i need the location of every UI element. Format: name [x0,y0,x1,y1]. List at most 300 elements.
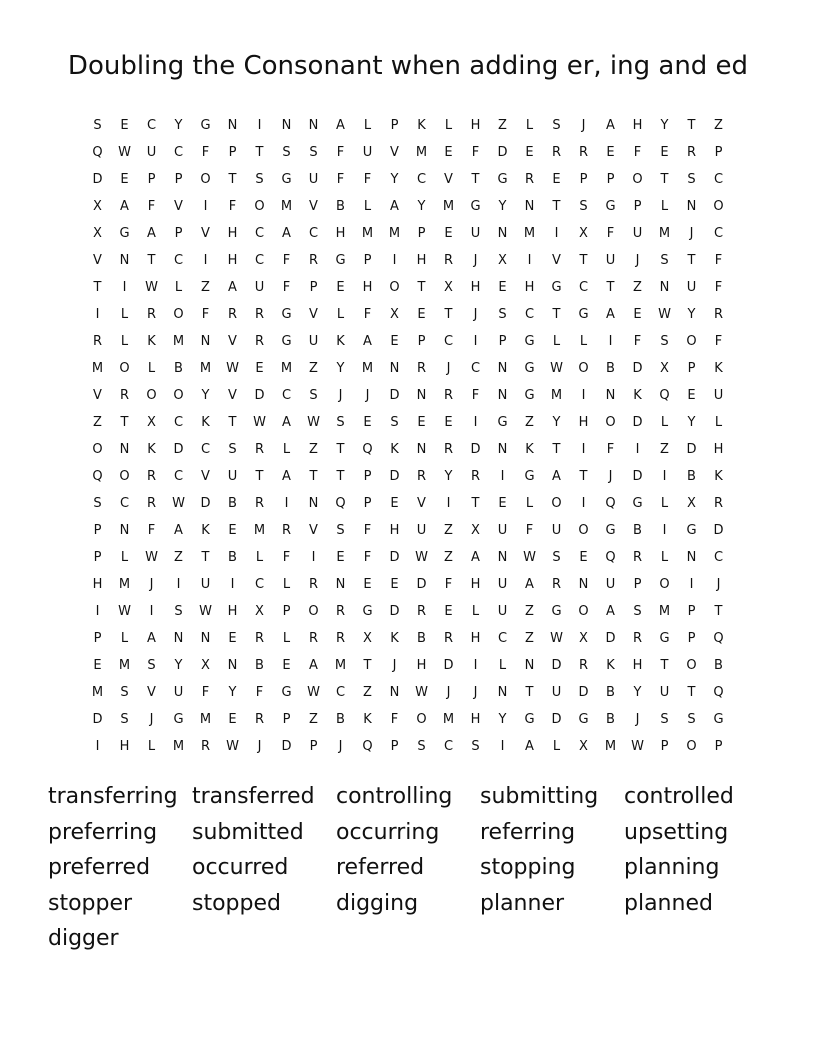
grid-letter: B [174,361,183,376]
grid-letter: Z [93,415,102,430]
grid-letter: H [470,577,481,592]
grid-letter: G [659,631,670,646]
grid-letter: T [606,280,615,295]
grid-letter: M [280,199,293,214]
grid-letter: U [362,145,373,160]
grid-letter: W [145,550,158,565]
grid-letter: G [335,253,346,268]
grid-letter: U [146,145,157,160]
grid-letter: I [689,577,694,592]
grid-letter: U [659,685,670,700]
word-bank-item: upsetting [624,819,729,845]
grid-letter: K [336,334,345,349]
grid-letter: W [307,415,320,430]
grid-letter: R [686,145,697,160]
grid-letter: X [579,739,588,754]
grid-letter: L [282,631,291,646]
grid-letter: N [497,685,508,700]
grid-letter: L [579,334,588,349]
grid-letter: F [363,307,372,322]
grid-letter: L [255,550,264,565]
grid-letter: I [635,442,640,457]
grid-row [84,571,732,598]
grid-letter: R [416,469,427,484]
grid-letter: I [230,577,235,592]
grid-letter: S [120,685,129,700]
grid-letter: X [255,604,264,619]
grid-letter: S [390,415,399,430]
grid-letter: E [93,658,102,673]
grid-letter: K [390,631,399,646]
grid-letter: V [309,523,318,538]
grid-letter: B [336,712,345,727]
grid-letter: O [92,442,103,457]
word-bank-item: submitted [192,819,304,845]
grid-letter: U [227,469,238,484]
grid-letter: V [552,253,561,268]
grid-letter: D [389,550,400,565]
grid-letter: B [606,685,615,700]
grid-letter: L [471,604,480,619]
grid-letter: I [473,334,478,349]
grid-letter: R [281,523,292,538]
grid-letter: P [633,199,642,214]
grid-letter: F [444,577,453,592]
word-bank-item: digging [336,890,419,916]
grid-letter: T [660,172,669,187]
grid-letter: T [714,604,723,619]
grid-letter: U [200,577,211,592]
grid-letter: G [524,712,535,727]
grid-letter: L [120,307,129,322]
grid-letter: I [581,388,586,403]
grid-letter: R [227,307,238,322]
grid-letter: Y [201,388,210,403]
grid-letter: C [443,739,454,754]
grid-letter: R [551,577,562,592]
grid-letter: E [282,658,291,673]
grid-letter: C [578,280,589,295]
grid-letter: G [281,307,292,322]
grid-letter: N [416,388,427,403]
grid-letter: W [523,550,536,565]
grid-letter: N [416,442,427,457]
grid-letter: J [392,658,397,673]
word-bank-item: planning [624,855,720,881]
grid-letter: N [389,685,400,700]
grid-letter: L [363,118,372,133]
grid-letter: A [525,577,534,592]
grid-letter: B [417,631,426,646]
grid-letter: D [632,415,643,430]
grid-letter: A [174,523,183,538]
grid-letter: N [686,199,697,214]
grid-letter: N [227,118,238,133]
grid-row [84,139,732,166]
grid-letter: A [552,469,561,484]
grid-letter: T [228,172,237,187]
grid-letter: J [473,685,478,700]
grid-letter: B [228,550,237,565]
grid-letter: D [200,496,211,511]
grid-letter: D [416,577,427,592]
grid-letter: H [632,658,643,673]
grid-letter: C [713,550,724,565]
grid-letter: R [551,145,562,160]
grid-letter: P [309,739,318,754]
grid-letter: G [632,496,643,511]
grid-letter: G [470,199,481,214]
grid-letter: I [284,496,289,511]
grid-letter: Y [633,685,642,700]
grid-letter: S [309,388,318,403]
grid-letter: T [228,415,237,430]
word-bank-item: stopper [48,890,133,916]
grid-letter: C [173,415,184,430]
grid-letter: F [606,442,615,457]
grid-letter: A [120,199,129,214]
grid-letter: F [336,172,345,187]
grid-letter: G [686,523,697,538]
grid-letter: G [119,226,130,241]
grid-row [84,166,732,193]
grid-letter: I [392,253,397,268]
grid-letter: P [174,172,183,187]
grid-letter: N [605,388,616,403]
grid-letter: R [308,577,319,592]
grid-letter: G [605,523,616,538]
grid-letter: F [282,253,291,268]
grid-letter: E [579,550,588,565]
grid-letter: S [147,658,156,673]
grid-letter: K [714,469,723,484]
grid-letter: F [633,145,642,160]
grid-letter: R [200,739,211,754]
grid-letter: V [309,199,318,214]
grid-letter: Y [417,199,426,214]
grid-letter: G [578,307,589,322]
grid-letter: I [95,739,100,754]
grid-letter: J [446,685,451,700]
grid-letter: P [687,361,696,376]
grid-letter: P [390,118,399,133]
grid-letter: G [281,172,292,187]
grid-letter: T [417,280,426,295]
grid-row [84,436,732,463]
grid-letter: G [497,415,508,430]
grid-row [84,706,732,733]
grid-letter: G [200,118,211,133]
grid-letter: I [122,280,127,295]
grid-letter: V [147,685,156,700]
grid-letter: W [415,685,428,700]
grid-letter: P [633,577,642,592]
grid-letter: Z [660,442,669,457]
word-bank-item: planner [480,890,565,916]
grid-letter: M [199,361,212,376]
grid-letter: L [714,415,723,430]
grid-letter: E [228,523,237,538]
grid-letter: K [714,361,723,376]
grid-letter: I [527,253,532,268]
word-bank-item: preferring [48,819,158,845]
grid-letter: H [470,118,481,133]
grid-letter: I [176,577,181,592]
grid-letter: A [606,307,615,322]
grid-row [84,679,732,706]
grid-letter: N [497,442,508,457]
grid-letter: Y [498,199,507,214]
grid-letter: O [605,415,616,430]
grid-letter: N [497,226,508,241]
grid-letter: O [632,172,643,187]
grid-letter: A [525,739,534,754]
grid-letter: H [92,577,103,592]
grid-letter: C [173,145,184,160]
grid-letter: H [632,118,643,133]
grid-letter: R [443,253,454,268]
grid-letter: T [552,307,561,322]
grid-letter: X [498,253,507,268]
grid-letter: I [203,199,208,214]
grid-letter: V [93,253,102,268]
grid-letter: N [686,550,697,565]
grid-letter: D [497,145,508,160]
grid-letter: M [253,523,266,538]
grid-letter: U [254,280,265,295]
grid-letter: G [173,712,184,727]
grid-letter: H [524,280,535,295]
grid-letter: Z [309,712,318,727]
grid-letter: J [473,307,478,322]
grid-letter: U [713,388,724,403]
grid-letter: C [713,172,724,187]
grid-letter: M [523,226,536,241]
grid-letter: X [444,280,453,295]
grid-letter: O [173,307,184,322]
grid-letter: O [578,361,589,376]
grid-letter: R [146,307,157,322]
grid-letter: F [201,307,210,322]
grid-letter: E [255,361,264,376]
grid-row [84,247,732,274]
grid-letter: O [659,577,670,592]
grid-letter: A [147,631,156,646]
grid-letter: C [281,388,292,403]
grid-letter: O [119,361,130,376]
grid-letter: R [254,442,265,457]
grid-letter: C [443,334,454,349]
grid-letter: V [444,172,453,187]
grid-letter: Q [713,685,724,700]
grid-letter: C [497,631,508,646]
grid-letter: B [633,523,642,538]
grid-letter: U [497,577,508,592]
grid-letter: L [174,280,183,295]
grid-letter: L [147,739,156,754]
grid-letter: Z [444,523,453,538]
grid-letter: S [282,145,291,160]
grid-letter: Z [525,415,534,430]
grid-letter: T [201,550,210,565]
grid-letter: W [550,631,563,646]
grid-letter: P [309,280,318,295]
grid-letter: Y [498,712,507,727]
grid-letter: P [147,172,156,187]
grid-letter: I [95,307,100,322]
grid-letter: C [173,253,184,268]
grid-letter: B [606,361,615,376]
grid-letter: O [551,496,562,511]
grid-letter: S [471,739,480,754]
grid-letter: J [473,253,478,268]
grid-letter: M [118,658,131,673]
grid-letter: O [254,199,265,214]
grid-letter: M [604,739,617,754]
grid-letter: U [551,523,562,538]
grid-letter: T [363,658,372,673]
grid-letter: H [416,658,427,673]
grid-letter: I [581,442,586,457]
grid-letter: T [309,469,318,484]
grid-letter: S [93,496,102,511]
grid-letter: K [201,523,210,538]
grid-letter: G [713,712,724,727]
grid-letter: H [470,280,481,295]
grid-letter: L [660,550,669,565]
grid-letter: X [201,658,210,673]
grid-letter: M [172,334,185,349]
grid-letter: V [228,388,237,403]
grid-letter: X [93,199,102,214]
grid-letter: C [308,226,319,241]
grid-letter: A [471,550,480,565]
grid-letter: T [687,253,696,268]
grid-row [84,220,732,247]
grid-letter: E [606,145,615,160]
grid-letter: C [119,496,130,511]
grid-letter: V [390,145,399,160]
word-bank-item: submitting [480,784,599,809]
grid-letter: T [552,442,561,457]
grid-letter: H [227,226,238,241]
grid-letter: R [713,307,724,322]
grid-row [84,517,732,544]
grid-letter: D [254,388,265,403]
grid-letter: N [497,388,508,403]
grid-letter: H [713,442,724,457]
grid-letter: G [578,712,589,727]
grid-letter: N [227,658,238,673]
grid-letter: C [713,226,724,241]
grid-letter: E [120,118,129,133]
grid-letter: O [578,604,589,619]
grid-letter: G [524,388,535,403]
grid-letter: I [662,523,667,538]
grid-letter: R [416,361,427,376]
grid-letter: C [335,685,346,700]
grid-letter: A [336,118,345,133]
grid-letter: E [363,415,372,430]
grid-letter: X [147,415,156,430]
grid-letter: L [660,199,669,214]
grid-letter: F [633,334,642,349]
grid-letter: U [605,253,616,268]
grid-row [84,652,732,679]
grid-letter: F [147,523,156,538]
grid-row [84,490,732,517]
grid-letter: O [713,199,724,214]
grid-letter: L [552,739,561,754]
grid-letter: L [552,334,561,349]
grid-letter: M [334,658,347,673]
grid-letter: E [336,280,345,295]
grid-letter: H [416,253,427,268]
grid-letter: S [660,253,669,268]
grid-letter: A [282,415,291,430]
grid-letter: G [362,604,373,619]
grid-letter: K [633,388,642,403]
grid-letter: S [174,604,183,619]
grid-letter: Y [444,469,453,484]
grid-letter: E [417,307,426,322]
grid-letter: B [687,469,696,484]
grid-letter: B [606,712,615,727]
grid-letter: W [631,739,644,754]
grid-letter: U [686,280,697,295]
grid-letter: X [390,307,399,322]
grid-letter: S [660,712,669,727]
grid-letter: W [145,280,158,295]
grid-letter: P [417,334,426,349]
grid-letter: E [525,145,534,160]
grid-letter: T [444,307,453,322]
grid-letter: P [687,631,696,646]
grid-letter: D [443,658,454,673]
grid-letter: K [147,334,156,349]
grid-letter: A [309,658,318,673]
grid-letter: T [471,172,480,187]
grid-letter: H [227,604,238,619]
grid-letter: K [417,118,426,133]
grid-letter: L [660,415,669,430]
grid-letter: N [335,577,346,592]
grid-letter: Q [362,739,373,754]
grid-letter: Q [92,469,103,484]
grid-letter: O [578,523,589,538]
grid-letter: N [524,199,535,214]
puzzle-title: Doubling the Consonant when adding er, ing and ed [67,51,749,81]
grid-letter: D [389,604,400,619]
grid-letter: R [524,172,535,187]
grid-letter: F [363,550,372,565]
grid-letter: P [363,469,372,484]
grid-letter: U [632,226,643,241]
grid-letter: G [497,172,508,187]
grid-letter: Y [336,361,345,376]
grid-letter: R [443,388,454,403]
grid-letter: G [281,334,292,349]
grid-letter: I [95,604,100,619]
grid-letter: O [416,712,427,727]
grid-letter: M [658,604,671,619]
grid-letter: L [660,496,669,511]
grid-letter: P [714,739,723,754]
grid-letter: P [714,145,723,160]
grid-letter: O [308,604,319,619]
grid-letter: E [444,415,453,430]
grid-letter: Y [660,118,669,133]
